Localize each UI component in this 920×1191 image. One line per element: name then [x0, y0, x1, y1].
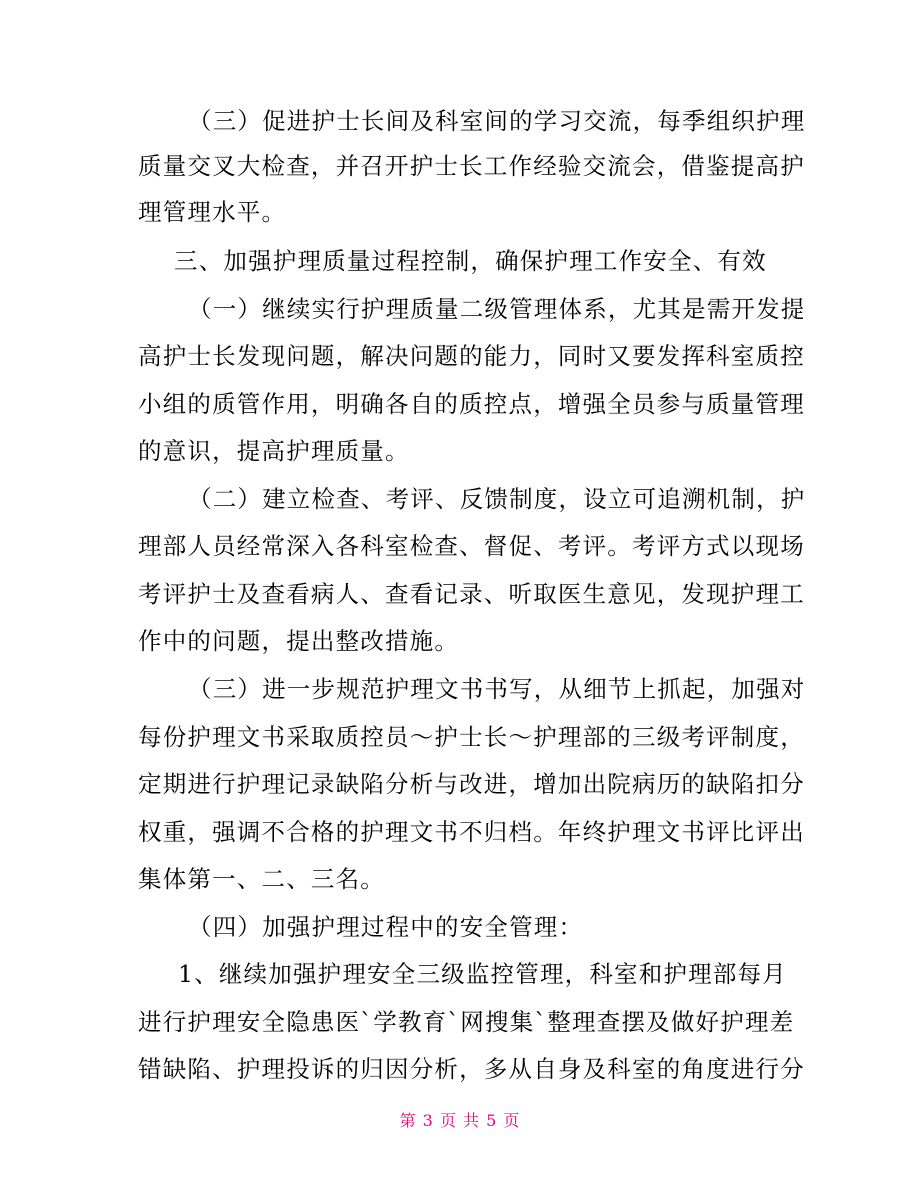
text-line: 1、继续加强护理安全三级监控管理，科室和护理部每月 [178, 960, 787, 988]
text-line: 定期进行护理记录缺陷分析与改进，增加出院病历的缺陷扣分 [138, 770, 805, 798]
text-line: （三）促进护士长间及科室间的学习交流，每季组织护理 [188, 107, 806, 135]
text-line: 每份护理文书采取质控员～护士长～护理部的三级考评制度， [138, 723, 805, 751]
text-line: 的意识，提高护理质量。 [138, 437, 410, 465]
text-line: （二）建立检查、考评、反馈制度，设立可追溯机制，护 [188, 485, 806, 513]
text-line: （一）继续实行护理质量二级管理体系，尤其是需开发提 [188, 295, 806, 323]
text-line: 质量交叉大检查，并召开护士长工作经验交流会，借鉴提高护 [138, 152, 805, 180]
text-line: 考评护士及查看病人、查看记录、听取医生意见，发现护理工 [138, 580, 805, 608]
text-line: 集体第一、二、三名。 [138, 865, 385, 893]
text-line: 进行护理安全隐患医`学教育`网搜集`整理查摆及做好护理差 [138, 1008, 795, 1036]
page-number-footer: 第 3 页 共 5 页 [399, 1111, 521, 1130]
text-line: （四）加强护理过程中的安全管理： [188, 913, 584, 941]
text-line: 理管理水平。 [138, 198, 287, 226]
text-line: 高护士长发现问题，解决问题的能力，同时又要发挥科室质控 [138, 342, 805, 370]
text-line: 权重，强调不合格的护理文书不归档。年终护理文书评比评出 [138, 818, 805, 846]
text-line: （三）进一步规范护理文书书写，从细节上抓起，加强对 [188, 675, 806, 703]
text-line: 理部人员经常深入各科室检查、督促、考评。考评方式以现场 [138, 532, 805, 560]
section-heading: 三、加强护理质量过程控制，确保护理工作安全、有效 [174, 247, 767, 275]
text-line: 小组的质管作用，明确各自的质控点，增强全员参与质量管理 [138, 390, 805, 418]
text-line: 错缺陷、护理投诉的归因分析，多从自身及科室的角度进行分 [138, 1055, 805, 1083]
text-line: 作中的问题，提出整改措施。 [138, 627, 460, 655]
